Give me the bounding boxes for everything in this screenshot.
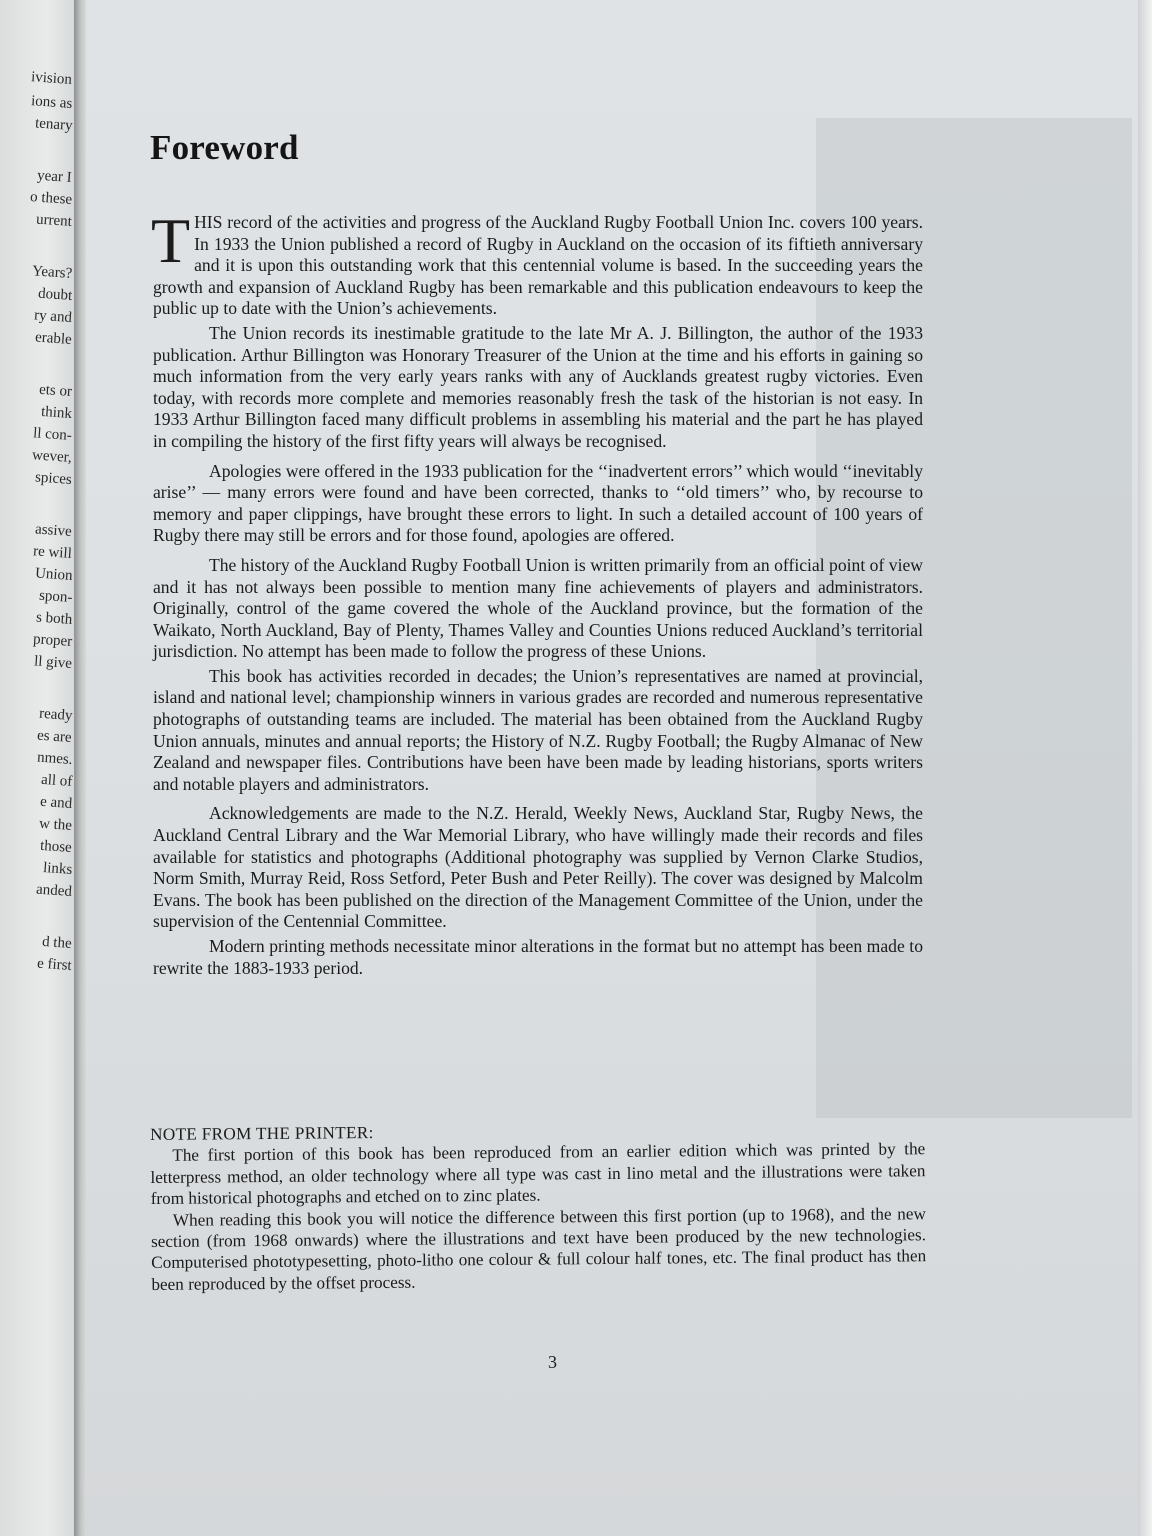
paragraph-6: Acknowledgements are made to the N.Z. Herald, Weekly News, Auckland Star, Rugby News, the Auckland Central Library and the War Memorial Library, who have willingly made their records and files available for statistics and photographs (Additional photography was supplied by Vernon Clarke Studios, Norm Smith, Murray Reid, Ross Setford, Peter Bush and Peter Reilly). The cover was designed by Malcolm Evans. The book has been published on the direction of the Management Committee of the Union, under the supervision of the Centennial Committee. [153,803,923,932]
paragraph-2: The Union records its inestimable gratitude to the late Mr A. J. Billington, the author of the 1933 publication. Arthur Billington was Honorary Treasurer of the Union at the time and his efforts in gaining so much information from the very early years ranks with any of Aucklands greatest rugby victories. Even today, with records more complete and memories reasonably fresh the task of the historian is not easy. In 1933 Arthur Billington faced many difficult problems in assembling his material and the part he has played in compiling the history of the first fifty years will always be recognised. [153,322,923,451]
left-page-fragment: Union [34,565,73,584]
left-page-fragment: ll give [33,653,73,672]
left-page-fragment: es are [36,727,73,746]
left-page-fragment: Years? [31,263,73,282]
left-page-edge [0,0,78,1536]
left-page-fragment: nmes. [36,749,73,768]
left-page-fragment: assive [34,521,73,540]
left-page-fragment: proper [32,631,73,650]
left-page-fragment: anded [35,881,73,900]
left-page-fragment: year I [36,167,73,186]
paragraph-3: Apologies were offered in the 1933 publication for the ‘‘inadvertent errors’’ which would ‘‘inevitably arise’’ — many errors were found and have been corrected, thanks to ‘‘old timers’’ who, by recourse to memory and paper clippings, have brought these errors to light. In such a detailed account of 100 years of Rugby there may still be errors and for those found, apologies are offered. [153,460,923,546]
left-page-fragment: spices [34,469,73,488]
left-page-fragment: w the [38,815,73,834]
left-page-fragment: doubt [37,285,73,304]
paragraph-4: The history of the Auckland Rugby Football Union is written primarily from an official point of view and it has not always been possible to mention many fine achievements of players and administrators. Originally, control of the game covered the whole of the Auckland province, but the formation of the Waikato, North Auckland, Bay of Plenty, Thames Valley and Counties Unions reduced Auckland’s territorial jurisdiction. No attempt has been made to follow the progress of these Unions. [153,554,923,662]
printer-note-paragraph-1: The first portion of this book has been reproduced from an earlier edition which was printed by the letterpress method, an older technology where all type was cast in lino metal and the illustrations were taken from historical photographs and etched on to zinc plates. [150,1139,926,1209]
left-page-fragment: links [42,859,73,878]
left-page-fragment: o these [29,189,73,208]
left-page-fragment: ivision [30,69,73,88]
page-title: Foreword [150,128,299,167]
left-page-fragment: e and [39,793,73,812]
left-page-fragment: erable [34,329,73,348]
paragraph-1 [151,205,923,320]
left-page-fragment: ets or [38,381,73,400]
left-page-fragment: think [40,403,73,422]
left-page-fragment: ll con- [32,425,73,444]
left-page-fragment: urrent [35,211,73,230]
foreword-body [151,205,923,979]
left-page-fragment: s both [35,609,73,628]
right-background [1138,0,1152,1536]
drop-cap: T [151,205,191,276]
left-page-fragment: d the [41,933,73,952]
left-page-fragment: re will [32,543,73,562]
left-page-fragment: wever, [31,447,73,466]
left-page-fragment: those [39,837,73,856]
left-page-fragment: ry and [33,307,73,326]
book-gutter [74,0,86,1536]
printer-note-paragraph-2: When reading this book you will notice the difference between this first portion (up to 1968), and the new section (from 1968 onwards) where the illustrations and text have been produced by the new technologies. Computerised phototypesetting, photo-litho one colour & full colour half tones, etc. The final product has then been reproduced by the offset process. [150,1203,927,1294]
left-page-fragment: e first [36,955,73,974]
left-page-fragment: ions as [30,93,73,112]
page-number: 3 [548,1352,557,1372]
left-page-fragment: tenary [34,115,73,134]
paragraph-1-text: HIS record of the activities and progress of the Auckland Rugby Football Union Inc. covers 100 years. In 1933 the Union published a record of Rugby in Auckland on the occasion of its fiftieth anniversary and it is upon this outstanding work that this centennial volume is based. In the succeeding years the growth and expansion of Auckland Rugby has been remarkable and this publication endeavours to keep the public up to date with the Union’s achievements. [153,212,923,319]
left-page-fragment: ready [38,705,73,724]
left-page-fragment: spon- [38,587,73,606]
paragraph-7: Modern printing methods necessitate minor alterations in the format but no attempt has been made to rewrite the 1883-1933 period. [153,936,923,978]
left-page-fragment: all of [40,771,73,790]
printer-note [150,1117,926,1295]
paragraph-5: This book has activities recorded in decades; the Union’s representatives are named at provincial, island and national level; championship winners in various grades are recorded and numerous representative photographs of outstanding teams are included. The material has been obtained from the Auckland Rugby Union annuals, minutes and annual reports; the History of N.Z. Rugby Football; the Rugby Almanac of New Zealand and newspaper files. Contributions have been have been made by leading historians, sports writers and notable players and administrators. [153,665,923,794]
printer-note-heading: NOTE FROM THE PRINTER: [150,1123,374,1144]
